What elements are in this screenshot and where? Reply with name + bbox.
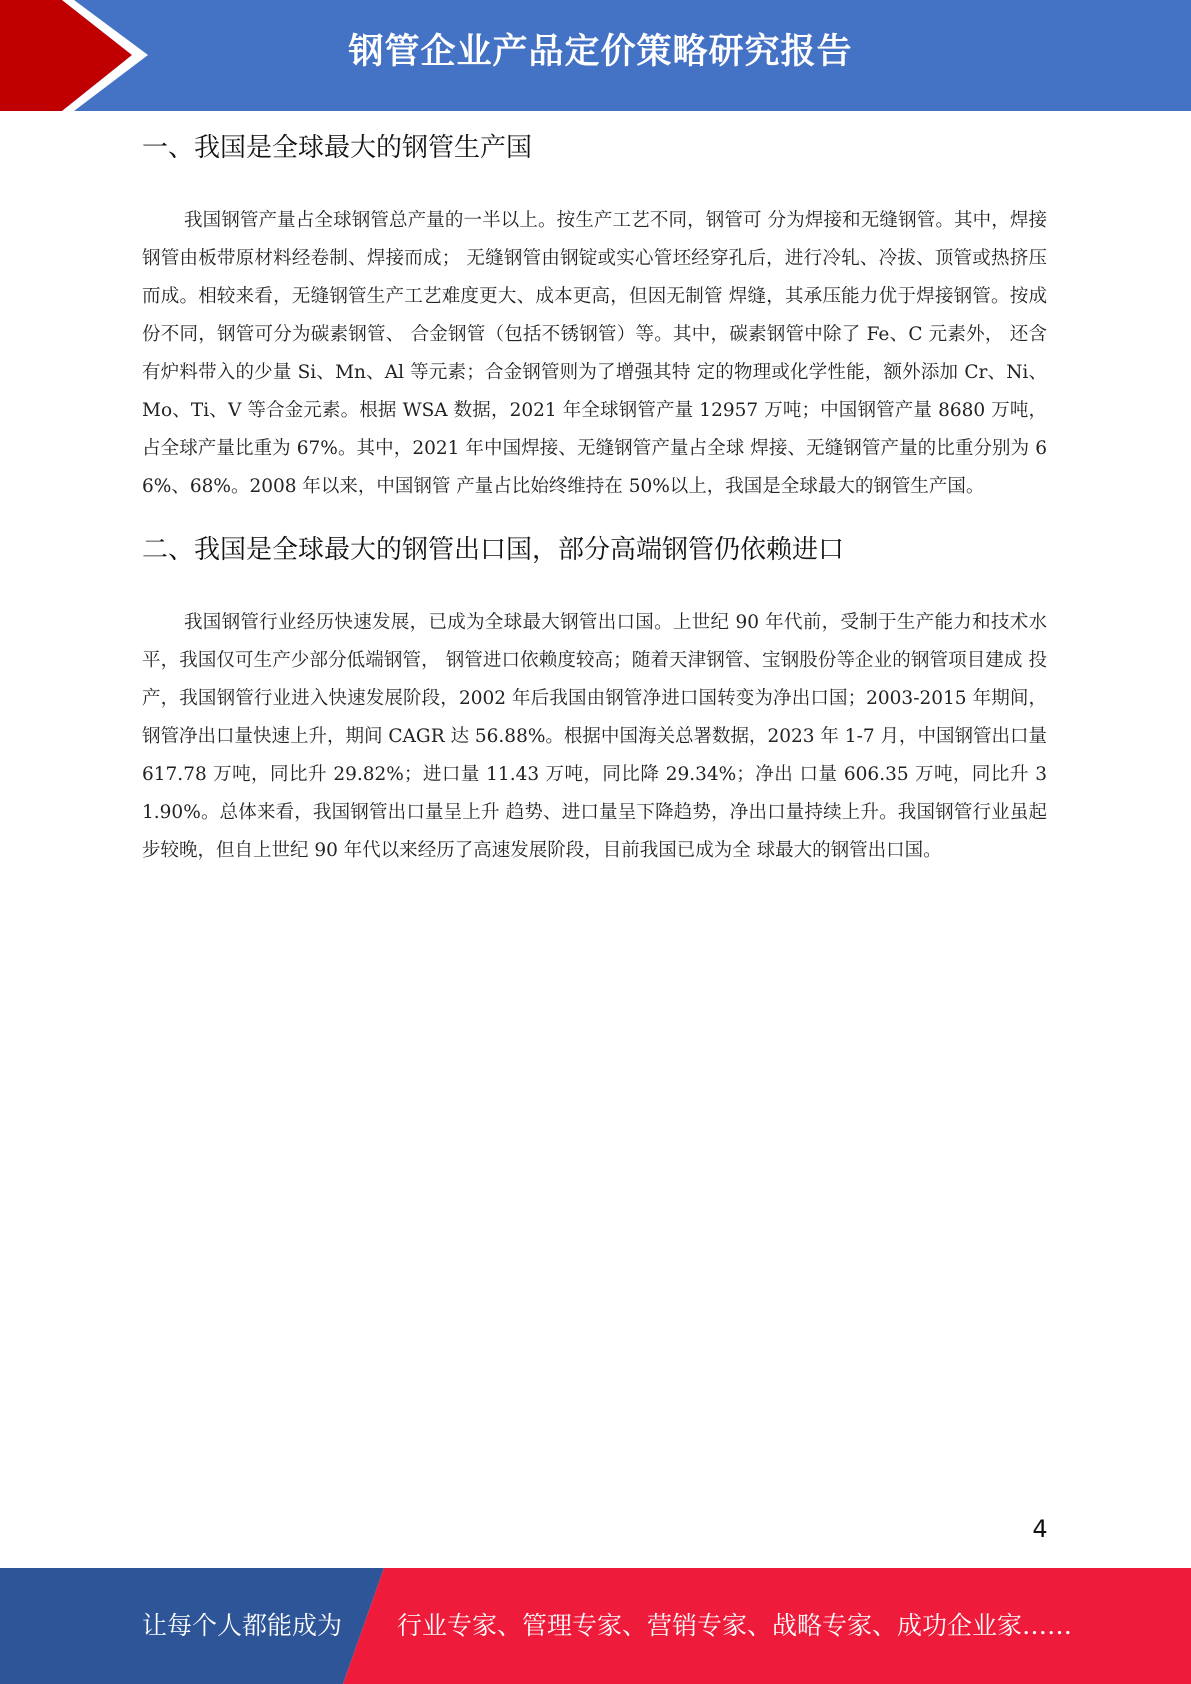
footer-banner	[0, 1568, 1191, 1684]
section-heading-1: 一、我国是全球最大的钢管生产国	[142, 133, 533, 163]
section-paragraph-2: 我国钢管行业经历快速发展，已成为全球最大钢管出口国。上世纪 90 年代前，受制于生产能力和技术水平，我国仅可生产少部分低端钢管， 钢管进口依赖度较高；随着天津钢管、宝钢股份等企业的钢管项目建成 投产，我国钢管行业进入快速发展阶段，2002 年后我国由钢管净进口国转变为净出口国；2003-2015 年期间，钢管净出口量快速上升，期间 CAGR 达 56.88%。根据中国海关总署数据，2023 年 1-7 月，中国钢管出口量 617.78 万吨，同比升 29.82%；进口量 11.43 万吨，同比降 29.34%；净出 口量 606.35 万吨，同比升 31.90%。总体来看，我国钢管出口量呈上升 趋势、进口量呈下降趋势，净出口量持续上升。我国钢管行业虽起步较晚，但自上世纪 90 年代以来经历了高速发展阶段，目前我国已成为全 球最大的钢管出口国。	[142, 612, 1047, 861]
report-title: 钢管企业产品定价策略研究报告	[348, 32, 853, 72]
footer-slogan-left: 让每个人都能成为	[142, 1611, 343, 1640]
section-heading-2: 二、我国是全球最大的钢管出口国，部分高端钢管仍依赖进口	[142, 535, 845, 565]
footer-slogan-right: 行业专家、管理专家、营销专家、战略专家、成功企业家……	[397, 1611, 1073, 1640]
page-number: 4	[1032, 1515, 1048, 1543]
main-content	[142, 122, 1047, 870]
header-banner	[0, 0, 1191, 111]
section-paragraph-1: 我国钢管产量占全球钢管总产量的一半以上。按生产工艺不同，钢管可 分为焊接和无缝钢管。其中，焊接钢管由板带原材料经卷制、焊接而成； 无缝钢管由钢锭或实心管坯经穿孔后，进行冷轧、冷拔、顶管或热挤压 而成。相较来看，无缝钢管生产工艺难度更大、成本更高，但因无制管 焊缝，其承压能力优于焊接钢管。按成份不同，钢管可分为碳素钢管、 合金钢管（包括不锈钢管）等。其中，碳素钢管中除了 Fe、C 元素外， 还含有炉料带入的少量 Si、Mn、Al 等元素；合金钢管则为了增强其特 定的物理或化学性能，额外添加 Cr、Ni、Mo、Ti、V 等合金元素。根据 WSA 数据，2021 年全球钢管产量 12957 万吨；中国钢管产量 8680 万吨， 占全球产量比重为 67%。其中，2021 年中国焊接、无缝钢管产量占全球 焊接、无缝钢管产量的比重分别为 66%、68%。2008 年以来，中国钢管 产量占比始终维持在 50%以上，我国是全球最大的钢管生产国。	[142, 210, 1047, 497]
